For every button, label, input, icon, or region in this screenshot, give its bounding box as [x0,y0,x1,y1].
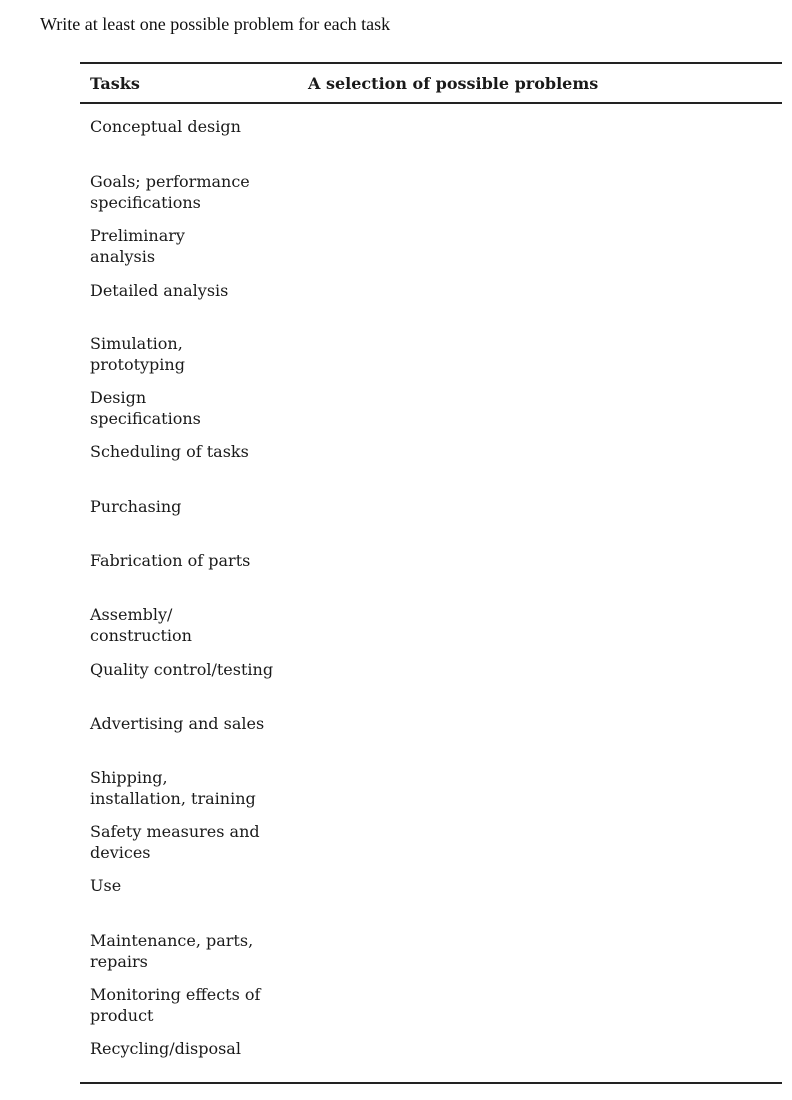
task-cell: Recycling/disposal [90,1039,241,1058]
task-list [90,0,305,1100]
task-cell: Purchasing [90,497,182,516]
task-cell: Monitoring effects of product [90,985,261,1025]
task-cell: Design specifications [90,388,201,428]
task-cell: Safety measures and devices [90,822,260,862]
task-cell: Advertising and sales [90,714,265,733]
task-cell: Shipping, installation, training [90,768,256,808]
task-cell: Scheduling of tasks [90,442,249,461]
task-cell: Simulation, prototyping [90,334,185,374]
task-cell: Goals; performance specifications [90,172,250,212]
task-cell: Quality control/testing [90,660,274,679]
task-cell: Conceptual design [90,117,241,136]
table-bottom-rule [80,1082,782,1084]
task-cell: Detailed analysis [90,281,229,300]
column-header-problems: A selection of possible problems [308,74,599,93]
task-cell: Preliminary analysis [90,226,185,266]
task-cell: Maintenance, parts, repairs [90,931,254,971]
instruction-text: Write at least one possible problem for each task [40,14,391,34]
task-cell: Use [90,876,122,895]
task-cell: Assembly/ construction [90,605,192,645]
column-header-tasks: Tasks [90,74,140,93]
task-cell: Fabrication of parts [90,551,251,570]
